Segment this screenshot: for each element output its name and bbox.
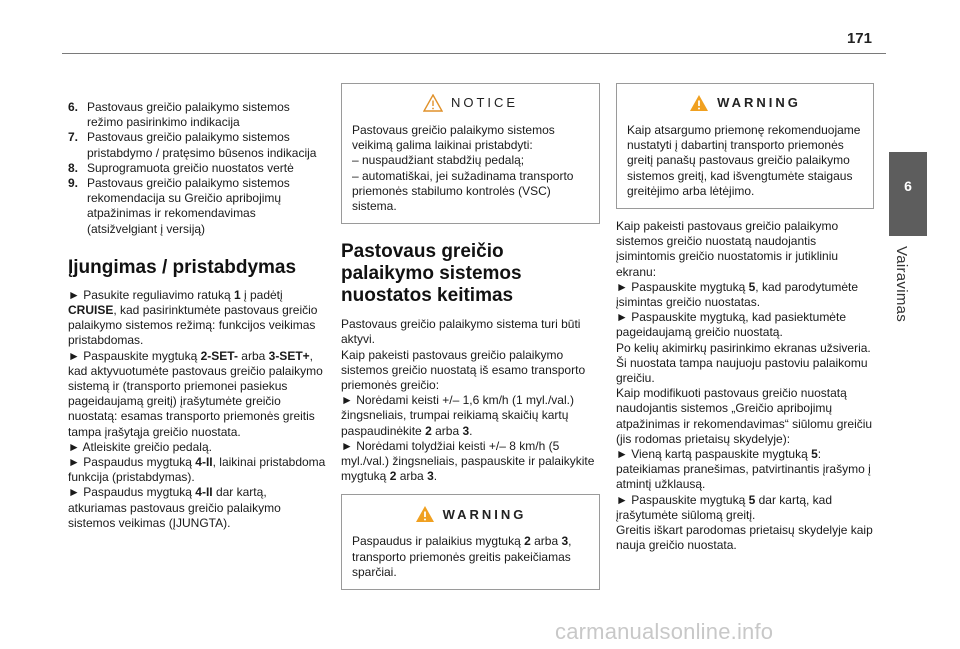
warning-box — [341, 494, 600, 590]
paragraph: ► Norėdami tolydžiai keisti +/– 8 km/h (5 myl./val.) žingsneliais, paspauskite ir palaikykite mygtuką 2 arba 3. — [341, 438, 595, 484]
warning-icon — [689, 94, 709, 112]
chapter-title: Vairavimas — [893, 246, 910, 323]
notice-text: – automatiškai, jei sužadinama transporto priemonės stabilumo kontrolės (VSC) sistema. — [352, 168, 574, 214]
column-2 — [341, 83, 600, 590]
paragraph: Greitis iškart parodomas prietaisų skydelyje kaip nauja greičio nuostata. — [616, 523, 873, 553]
warning-icon — [415, 505, 435, 523]
warning-text: Kaip atsargumo priemonę rekomenduojame nustatyti į dabartinį transporto priemonės greitį panašų pastovaus greičio palaikymo sistemos greitį, kad išvengtumėte staigaus greitėjimo arba lėtėjimo. — [627, 123, 861, 198]
paragraph: Pastovaus greičio palaikymo sistema turi būti aktyvi. — [341, 317, 581, 347]
paragraph: ► Paspaudus mygtuką 4-II dar kartą, atkuriamas pastovaus greičio palaikymo sistemos veikimas (ĮJUNGTA). — [68, 485, 281, 530]
list-item: 6. Pastovaus greičio palaikymo sistemos režimo pasirinkimo indikacija — [68, 100, 290, 130]
paragraph: Po kelių akimirkų pasirinkimo ekranas užsiveria. Ši nuostata tampa naujuoju pastoviu palaikomu greičiu. — [616, 340, 871, 386]
column-1 — [68, 100, 326, 531]
notice-title: NOTICE — [450, 95, 519, 111]
chapter-number: 6 — [904, 178, 912, 194]
list-item: 8. Suprogramuota greičio nuostatos vertė — [68, 160, 294, 175]
list-item: 9. Pastovaus greičio palaikymo sistemos rekomendacija su Greičio apribojimų atpažinimas ir rekomendavimas (atsižvelgiant į versiją) — [68, 176, 290, 236]
paragraph: Kaip pakeisti pastovaus greičio palaikymo sistemos greičio nuostatą naudojantis įsimintomis greičio nuostatomis ir jutikliniu ekranu: — [616, 219, 839, 279]
notice-text: – nuspaudžiant stabdžių pedalą; — [352, 153, 525, 168]
header-rule — [62, 53, 886, 54]
section-heading: Pastovaus greičio palaikymo sistemos nuostatos keitimas — [341, 241, 522, 307]
paragraph: ► Atleiskite greičio pedalą. — [68, 439, 212, 454]
legend-list — [68, 100, 326, 237]
section-heading: Įjungimas / pristabdymas — [68, 256, 297, 278]
warning-title: WARNING — [442, 506, 527, 522]
paragraph: ► Paspauskite mygtuką 5 dar kartą, kad įrašytumėte siūlomą greitį. — [616, 492, 833, 522]
paragraph: ► Paspaudus mygtuką 4-II, laikinai pristabdoma funkcija (pristabdymas). — [68, 455, 326, 485]
notice-icon — [423, 94, 443, 112]
warning-box — [616, 83, 874, 209]
paragraph: ► Vieną kartą paspauskite mygtuką 5: pateikiamas pranešimas, patvirtinantis įrašymo į atmintį užklausą. — [616, 447, 871, 492]
paragraph: ► Paspauskite mygtuką 5, kad parodytumėte įsimintas greičio nuostatas. — [616, 279, 859, 310]
paragraph: Kaip pakeisti pastovaus greičio palaikymo sistemos greičio nuostatą iš esamo transporto priemonės greičio: — [341, 347, 586, 393]
chapter-tab — [889, 152, 927, 236]
paragraph: ► Norėdami keisti +/– 1,6 km/h (1 myl./val.) žingsneliais, trumpai reikiamą skaičių kartų paspaudinėkite 2 arba 3. — [341, 393, 574, 438]
watermark: carmanualsonline.info — [555, 619, 774, 644]
paragraph: Kaip modifikuoti pastovaus greičio nuostatą naudojantis sistemos „Greičio apribojimų atpažinimas ir rekomendavimas“ siūlomu greičiu (jis rodomas prietaisų skydelyje): — [616, 386, 873, 446]
warning-title: WARNING — [717, 95, 801, 111]
column-3 — [616, 83, 874, 553]
paragraph: ► Paspauskite mygtuką 2-SET- arba 3-SET+, kad aktyvuotumėte pastovaus greičio palaikymo sistemą ir (transporto priemonei pasiekus pageidaujamą greitį) įrašytumėte greičio nuostatą: esamas transporto priemonės greitis tampa įrašytąja greičio nuostata. — [68, 348, 323, 439]
page-number: 171 — [846, 30, 872, 47]
list-item: 7. Pastovaus greičio palaikymo sistemos pristabdymo / pratęsimo būsenos indikacija — [68, 130, 317, 160]
warning-text: Paspaudus ir palaikius mygtuką 2 arba 3, transporto priemonės greitis pakeičiamas sparčiai. — [352, 534, 572, 579]
paragraph: ► Paspauskite mygtuką, kad pasiektumėte pageidaujamą greičio nuostatą. — [616, 310, 846, 340]
paragraph: ► Pasukite reguliavimo ratuką 1 į padėtį CRUISE, kad pasirinktumėte pastovaus greičio palaikymo sistemos režimą: funkcijos veikimas pristabdomas. — [68, 287, 318, 348]
notice-text: Pastovaus greičio palaikymo sistemos veikimą galima laikinai pristabdyti: — [352, 123, 555, 153]
notice-box — [341, 83, 600, 224]
